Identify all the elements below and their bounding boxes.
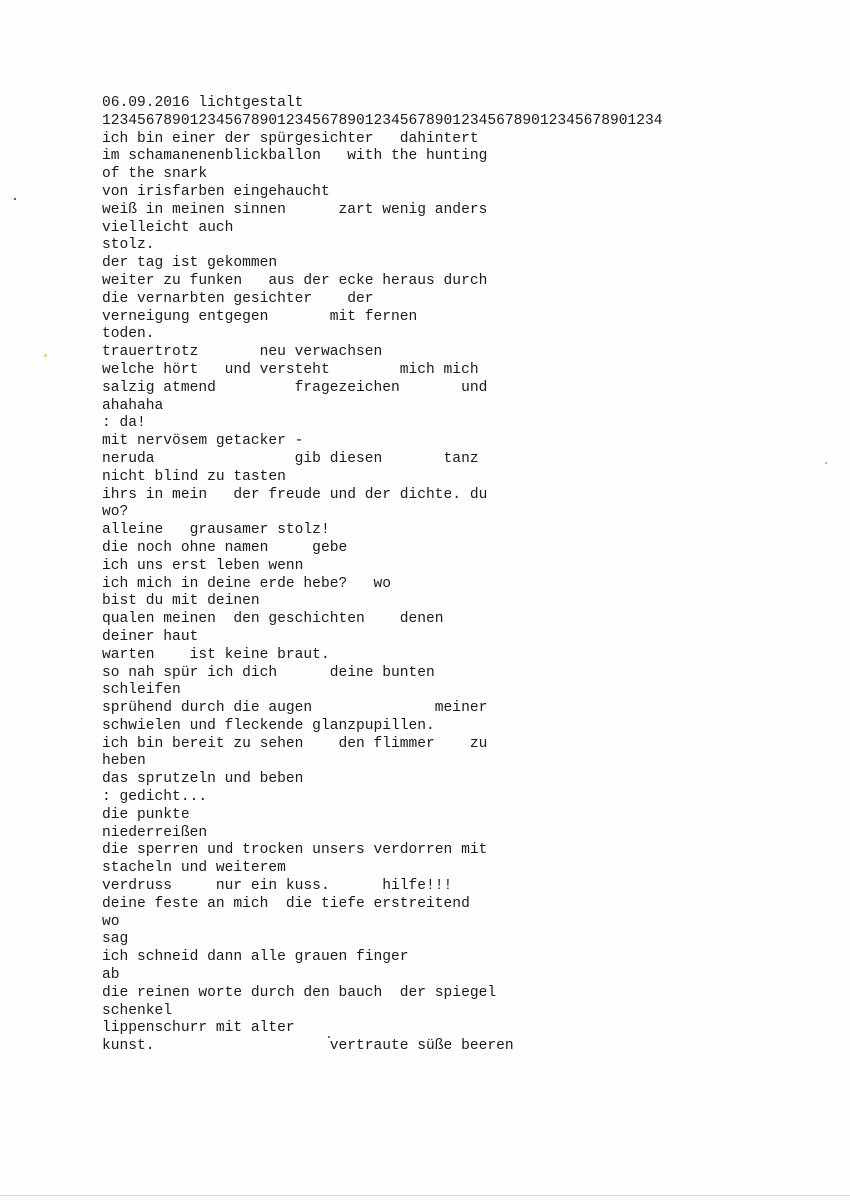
poem-line: nicht blind zu tasten	[102, 468, 286, 485]
poem-line: stacheln und weiterem	[102, 860, 286, 877]
poem-line: of the snark	[102, 166, 208, 183]
poem-line: neruda gib diesen tanz	[102, 450, 479, 467]
poem-line: schenkel	[102, 1002, 173, 1019]
poem-line: niederreißen	[102, 824, 208, 841]
poem-line: : gedicht...	[102, 789, 208, 806]
poem-line: weiter zu funken aus der ecke heraus durch	[102, 272, 488, 289]
poem-line: weiß in meinen sinnen zart wenig anders	[102, 201, 488, 218]
poem-line: stolz.	[102, 237, 155, 254]
poem-line: der tag ist gekommen	[102, 255, 278, 272]
poem-line: ab	[102, 967, 120, 984]
poem-line: ich schneid dann alle grauen finger	[102, 949, 409, 966]
poem-line: kunst. vertraute süße beeren	[102, 1038, 514, 1055]
scan-speck	[825, 462, 827, 464]
poem-line: die reinen worte durch den bauch der spiegel	[102, 984, 497, 1001]
poem-line: salzig atmend fragezeichen und	[102, 379, 488, 396]
poem-line: die noch ohne namen gebe	[102, 539, 348, 556]
poem-line: schleifen	[102, 682, 181, 699]
poem-text-block	[102, 95, 802, 1056]
poem-line: das sprutzeln und beben	[102, 771, 304, 788]
scan-speck	[44, 354, 47, 357]
poem-line: trauertrotz neu verwachsen	[102, 344, 383, 361]
poem-line: : da!	[102, 415, 146, 432]
poem-line: wo	[102, 913, 120, 930]
page-bottom-edge	[0, 1195, 850, 1196]
poem-line: verneigung entgegen mit fernen	[102, 308, 418, 325]
poem-line: von irisfarben eingehaucht	[102, 183, 330, 200]
poem-line: sprühend durch die augen meiner	[102, 700, 488, 717]
poem-line: toden.	[102, 326, 155, 343]
poem-line: lippenschurr mit alter	[102, 1020, 295, 1037]
poem-line: alleine grausamer stolz!	[102, 522, 330, 539]
poem-line: deiner haut	[102, 628, 199, 645]
poem-line: vielleicht auch	[102, 219, 234, 236]
poem-line: 1234567890123456789012345678901234567890123456789012345678901234	[102, 112, 663, 129]
poem-line: die sperren und trocken unsers verdorren mit	[102, 842, 488, 859]
poem-line: ich uns erst leben wenn	[102, 557, 304, 574]
poem-line: ich mich in deine erde hebe? wo	[102, 575, 392, 592]
poem-line: welche hört und versteht mich mich	[102, 361, 479, 378]
poem-line: bist du mit deinen	[102, 593, 260, 610]
poem-line: so nah spür ich dich deine bunten	[102, 664, 435, 681]
poem-line: deine feste an mich die tiefe erstreitend	[102, 895, 470, 912]
poem-line: ich bin einer der spürgesichter dahintert	[102, 130, 479, 147]
poem-line: schwielen und fleckende glanzpupillen.	[102, 717, 435, 734]
poem-line: die punkte	[102, 806, 190, 823]
poem-line: sag	[102, 931, 129, 948]
poem-title-line: 06.09.2016 lichtgestalt	[102, 95, 304, 111]
poem-line: die vernarbten gesichter der	[102, 290, 374, 307]
poem-line: wo?	[102, 504, 129, 521]
poem-line: ich bin bereit zu sehen den flimmer zu	[102, 735, 488, 752]
scan-speck	[328, 1036, 330, 1038]
scan-speck	[14, 198, 16, 200]
poem-line: heben	[102, 753, 146, 770]
poem-line: im schamanenenblickballon with the hunting	[102, 148, 488, 165]
poem-line: verdruss nur ein kuss. hilfe!!!	[102, 878, 453, 895]
poem-line: warten ist keine braut.	[102, 646, 330, 663]
poem-line: ahahaha	[102, 397, 164, 414]
poem-line: mit nervösem getacker -	[102, 433, 304, 450]
poem-line: qualen meinen den geschichten denen	[102, 611, 444, 628]
poem-line: ihrs in mein der freude und der dichte. du	[102, 486, 488, 503]
